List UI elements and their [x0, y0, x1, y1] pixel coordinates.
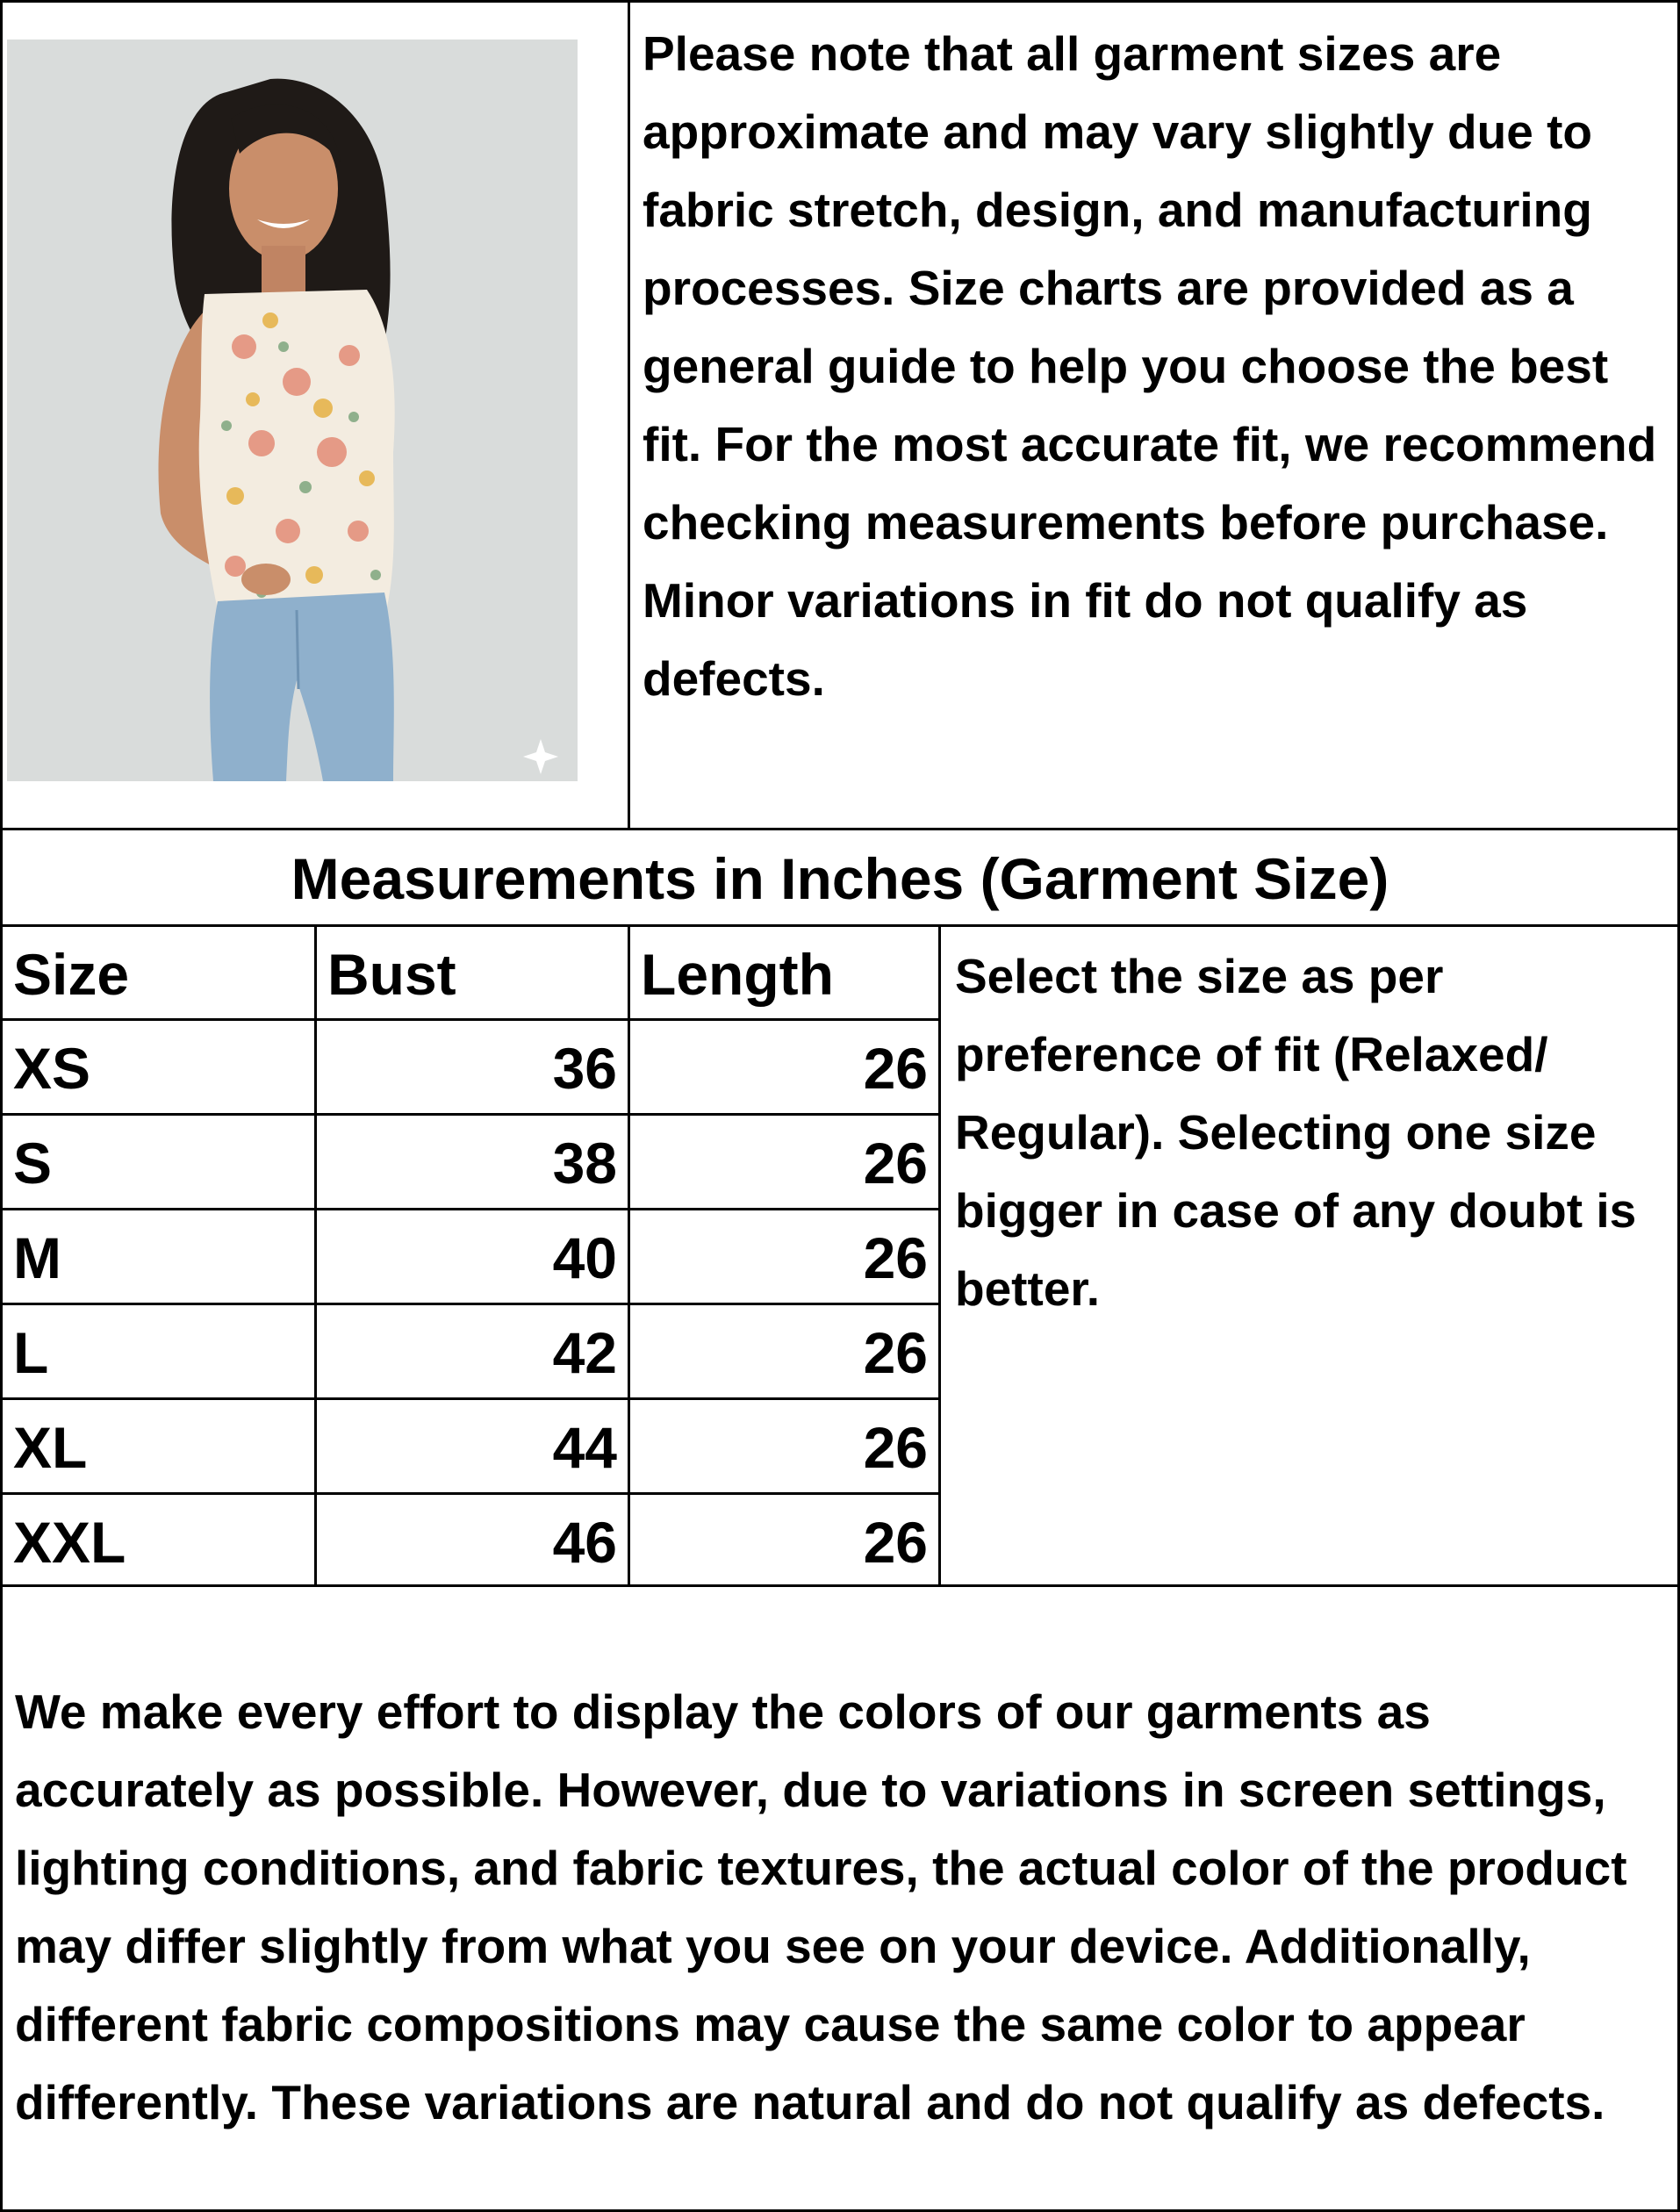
table-row-size	[0, 1397, 317, 1495]
table-row-bust	[314, 1113, 630, 1210]
size-value: M	[13, 1225, 61, 1290]
bust-value: 44	[552, 1415, 617, 1480]
size-value: XL	[13, 1415, 88, 1480]
length-value: 26	[863, 1320, 928, 1385]
header-size-label: Size	[13, 942, 130, 1007]
table-row-bust	[314, 1208, 630, 1305]
table-row-size	[0, 1303, 317, 1400]
length-value: 26	[863, 1225, 928, 1290]
header-bust	[314, 924, 630, 1021]
table-row-length	[628, 1303, 941, 1400]
size-value: XS	[13, 1036, 91, 1101]
color-disclaimer-cell	[0, 1584, 1680, 2212]
bust-value: 46	[552, 1510, 617, 1575]
header-length	[628, 924, 941, 1021]
header-length-label: Length	[641, 942, 834, 1007]
size-disclaimer-cell	[628, 0, 1680, 830]
header-bust-label: Bust	[327, 942, 456, 1007]
table-row-length	[628, 1113, 941, 1210]
table-row-bust	[314, 1397, 630, 1495]
table-row-bust	[314, 1018, 630, 1116]
length-value: 26	[863, 1510, 928, 1575]
product-photo	[7, 40, 578, 781]
size-value: S	[13, 1131, 53, 1196]
fit-note-cell	[938, 924, 1680, 1587]
table-title-row	[0, 828, 1680, 927]
fit-note-text: Select the size as per preference of fit (Relaxed/ Regular). Selecting one size bigger in case of any doubt is better.	[955, 949, 1637, 1316]
length-value: 26	[863, 1415, 928, 1480]
table-row-length	[628, 1397, 941, 1495]
table-row-size	[0, 1113, 317, 1210]
table-row-length	[628, 1492, 941, 1587]
bust-value: 36	[552, 1036, 617, 1101]
bust-value: 40	[552, 1225, 617, 1290]
length-value: 26	[863, 1036, 928, 1101]
bust-value: 38	[552, 1131, 617, 1196]
size-disclaimer-text: Please note that all garment sizes are approximate and may vary slightly due to fabric stretch, design, and manufacturing processes. Size charts are provided as a general guide to help you choose the best fit. For the most accurate fit, we recommend checking measurements before purchase. Minor variations in fit do not qualify as defects.	[643, 26, 1657, 706]
table-row-bust	[314, 1303, 630, 1400]
length-value: 26	[863, 1131, 928, 1196]
table-row-size	[0, 1492, 317, 1587]
table-row-size	[0, 1018, 317, 1116]
table-title: Measurements in Inches (Garment Size)	[291, 846, 1389, 911]
header-size	[0, 924, 317, 1021]
table-row-length	[628, 1018, 941, 1116]
model-illustration	[7, 40, 578, 781]
size-value: XXL	[13, 1510, 126, 1575]
table-row-length	[628, 1208, 941, 1305]
table-row-size	[0, 1208, 317, 1305]
bust-value: 42	[552, 1320, 617, 1385]
size-value: L	[13, 1320, 49, 1385]
color-disclaimer-text: We make every effort to display the colors of our garments as accurately as possible. However, due to variations in screen settings, lighting conditions, and fabric textures, the actual color of the product may differ slightly from what you see on your device. Additionally, different fabric compositions may cause the same color to appear differently. These variations are natural and do not qualify as defects.	[15, 1684, 1627, 2129]
table-row-bust	[314, 1492, 630, 1587]
photo-cell	[0, 0, 630, 830]
